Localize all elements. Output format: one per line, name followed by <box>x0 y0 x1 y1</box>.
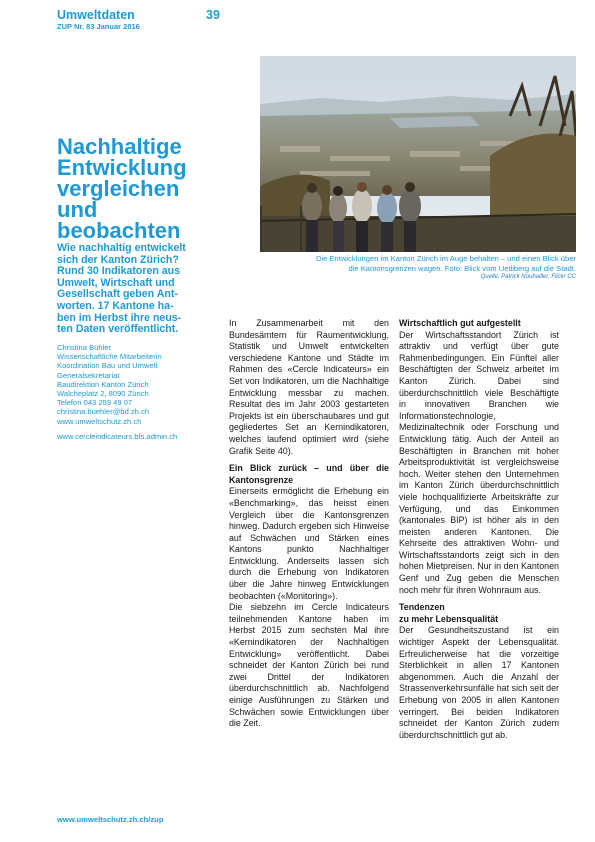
lead-line: Gesellschaft geben Ant- <box>57 288 178 301</box>
title-line: Entwicklung <box>57 155 187 180</box>
lead-line: Rund 30 Indikatoren aus <box>57 265 181 278</box>
text-column-2 <box>399 318 559 741</box>
body-paragraph: Die siebzehn im Cercle Indicateurs teilnehmenden Kantone haben im Herbst 2015 zum sechsten Mal ihre «Kernindikatoren der Nachhaltigen Entwicklung» veröffentlicht. Dabei schneidet der Kanton Zürich bei rund zwei Drittel der Indikatoren überdurchschnittlich ab. Nachfolgend einige Ausführungen zu Stärken und Schwächen sowie Entwicklungen über die Zeit. <box>229 602 389 729</box>
author-role: Wissenschaftliche Mitarbeiterin <box>57 352 162 362</box>
section-heading-line: Tendenzen <box>399 602 445 613</box>
title-line: Nachhaltige <box>57 134 182 159</box>
author-unit: Koordination Bau und Umwelt <box>57 361 158 371</box>
title-line: und <box>57 197 98 222</box>
body-paragraph: Der Gesundheitszustand ist ein wichtiger Aspekt der Lebensqualität. Erfreulicherweise hat die vorzeitige Sterblichkeit in allen 17 Kantonen abgenommen. Auch die Anzahl der Strassenverkehrsunfälle hat sich seit der Erhebung von 2005 in allen Kantonen verringert. Bei beiden Indikatoren schneidet der Kanton Zürich zudem überdurchschnittlich gut ab. <box>399 625 559 740</box>
section-heading: Ein Blick zurück – und über die Kantonsgrenze <box>229 463 389 485</box>
article-title <box>57 136 237 241</box>
text-column-1 <box>229 318 389 730</box>
body-paragraph: Einerseits ermöglicht die Erhebung ein «Benchmarking», das heisst einen Vergleich über die Kantonsgrenzen hinweg. Dadurch ergeben sich Hinweise auf Schwächen und Stärken eines Kantons punkto Nachhaltiger Entwicklung. Anderseits lassen sich durch die Erhebung von Indikatoren über die Jahre hinweg Entwicklungen beobachten («Monitoring»). <box>229 486 389 601</box>
footer-url[interactable]: www.umweltschutz.zh.ch/zup <box>57 815 164 824</box>
section-heading: Wirtschaftlich gut aufgestellt <box>399 318 521 328</box>
lead-line: ten Daten veröffentlicht. <box>57 323 179 336</box>
caption-line: Die Entwicklungen im Kanton Zürich im Auge behalten – und einen Blick über <box>315 254 576 263</box>
article-lead <box>57 243 239 336</box>
page-number: 39 <box>206 8 220 22</box>
author-phone: Telefon 043 259 49 07 <box>57 398 133 408</box>
author-office: Baudirektion Kanton Zürich <box>57 379 149 389</box>
section-heading-line: zu mehr Lebensqualität <box>399 613 499 624</box>
body-paragraph: Der Wirtschaftsstandort Zürich ist attraktiv und verfügt über gute Rahmenbedingungen. Ein Fünftel aller Beschäftigten der Schweiz arbeitet im Kanton Zürich. Dabei sind überdurchschnittlich viele Beschäftigte in innovativen Branchen wie Informationstechnologie, Medizinaltechnik oder Forschung und Entwicklung tätig. Auch der Anteil an Beschäftigten in Branchen mit hoher Arbeitsproduktivität ist vergleichsweise hoch. Weiter stehen den Unternehmen im Kanton Zürich überdurchschnittlich viele hochqualifizierte Arbeitskräfte zur Verfügung, und das Einkommen (kantonales BIP) ist höher als in den meisten anderen Kantonen. Die Kehrseite des attraktiven Wohn- und Wirtschaftsstandorts zeigt sich in den hohen Mietpreisen. Nur in den Kantonen Genf und Zug geben die Menschen noch mehr für ihren Wohnraum aus. <box>399 329 559 595</box>
article-photo <box>260 56 576 252</box>
author-address: Walcheplatz 2, 8090 Zürich <box>57 389 149 399</box>
author-department: Generalsekretariat <box>57 370 120 380</box>
photo-source: Quelle: Patrick Nouhailler, Flickr CC <box>480 274 576 280</box>
lead-line: Umwelt, Wirtschaft und <box>57 276 175 289</box>
author-email[interactable]: christina.buehler@bd.zh.ch <box>57 407 150 417</box>
title-line: beobachten <box>57 218 181 243</box>
author-info <box>57 343 237 426</box>
author-name: Christina Bühler <box>57 343 112 352</box>
header-issue: ZUP Nr. 83 Januar 2016 <box>57 22 140 31</box>
lead-line: sich der Kanton Zürich? <box>57 253 179 266</box>
lead-line: worten. 17 Kantone ha- <box>57 299 174 312</box>
lead-line: Wie nachhaltig entwickelt <box>57 242 186 254</box>
body-paragraph: In Zusammenarbeit mit den Bundesämtern für Raumentwicklung, Statistik und Umwelt entwickelten verschiedene Kantone und Städte im Rahmen des «Cercle Indicateurs» ein Set von Indikatoren, um die Nachhaltige Entwicklung messbar zu machen. Resultat des im Jahr 2003 gestarteten Projekts ist ein überschaubares und gut gegliedertes Set an Kernindikatoren, welches laufend optimiert wird (siehe Grafik Seite 40). <box>229 318 389 456</box>
header-title: Umweltdaten <box>57 8 135 22</box>
lead-line: ben im Herbst ihre neus- <box>57 311 182 324</box>
photo-caption <box>260 254 576 283</box>
author-website[interactable]: www.umweltschutz.zh.ch <box>57 416 142 426</box>
caption-line: die Kantonsgrenzen wagen. Foto: Blick vom Uetliberg auf die Stadt. <box>348 263 576 273</box>
section-heading <box>399 602 559 625</box>
cercle-indicateurs-link[interactable]: www.cercleindicateurs.bfs.admin.ch <box>57 432 178 441</box>
title-line: vergleichen <box>57 176 180 201</box>
city-view-photo <box>260 56 576 252</box>
